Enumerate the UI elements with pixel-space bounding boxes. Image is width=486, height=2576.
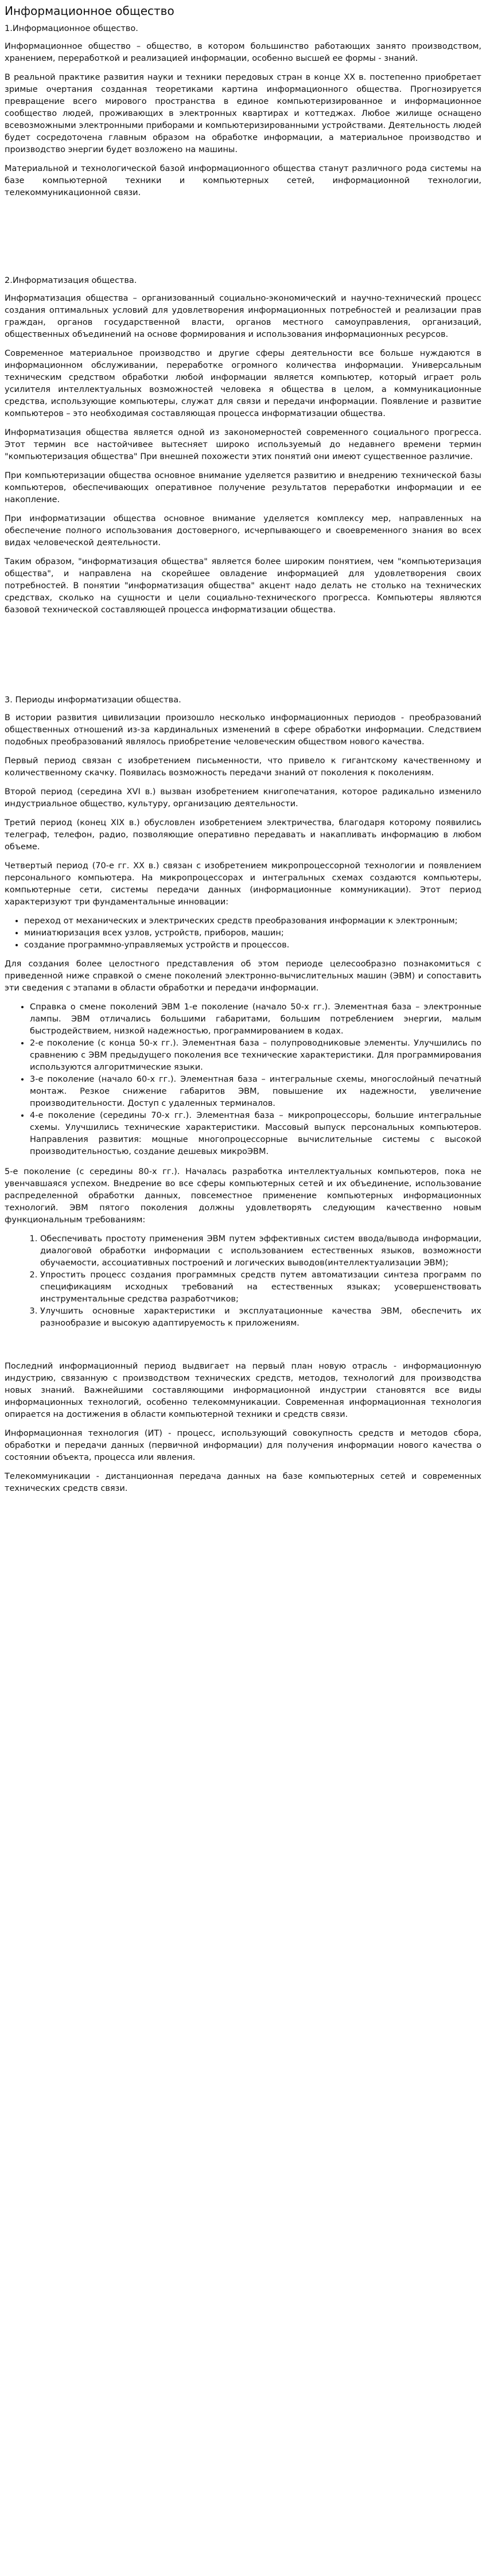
paragraph: При компьютеризации общества основное внимание уделяется развитию и внедрению технической базы компьютеров, обеспечивающих оперативное получение результатов переработки информации и ее накопление. xyxy=(5,471,481,504)
paragraph: Информатизация общества – организованный социально-экономический и научно-технический процесс создания оптимальных условий для удовлетворения информационных потребностей и реализации прав граждан, органов государственной власти, органов местного самоуправления, организаций, общественных объединений на основе формирования и использования информационных ресурсов. xyxy=(5,294,481,339)
paragraph: Таким образом, "информатизация общества" является более широким понятием, чем "компьютеризация общества", и направлена на скорейшее овладение информацией для удовлетворения своих потребностей. В понятии "информатизация общества" акцент надо делать не столько на технических средствах, сколько на сущности и цели социально-технического прогресса. Компьютеры являются базовой технической составляющей процесса информатизации общества. xyxy=(5,557,481,615)
list-item: • создание программно-управляемых устройств и процессов. xyxy=(24,939,481,951)
paragraph: Третий период (конец XIX в.) обусловлен изобретением электричества, благодаря которому появились телеграф, телефон, радио, позволяющие оперативно передавать и накапливать информацию в любом объеме. xyxy=(5,818,481,852)
list-item: • 3-е поколение (начало 60-х гг.). Элементная база – интегральные схемы, многослойный печатный монтаж. Резкое снижение габаритов ЭВМ, повышение их надежности, увеличение производительности. Доступ с удаленных терминалов. xyxy=(30,1074,481,1110)
paragraph: Второй период (середина XVI в.) вызван изобретением книгопечатания, которое радикально изменило индустриальное общество, культуру, организацию деятельности. xyxy=(5,787,481,809)
paragraph: Последний информационный период выдвигает на первый план новую отрасль - информационную индустрию, связанную с производством технических средств, методов, технологий для производства новых знаний. Важнейшими составляющими информационной индустрии становятся все виды информационных технологий, особенно телекоммуникации. Современная информационная технология опирается на достижения в области компьютерной техники и средств связи. xyxy=(5,1362,481,1419)
list-item: • переход от механических и электрических средств преобразования информации к электронным; xyxy=(24,915,481,927)
section-heading: 2.Информатизация общества. xyxy=(5,276,137,285)
document-title: Информационное общество xyxy=(5,4,174,18)
list-item: • миниатюризация всех узлов, устройств, приборов, машин; xyxy=(24,927,481,939)
blank-space xyxy=(5,623,481,694)
paragraph: Информационная технология (ИТ) - процесс, использующий совокупность средств и методов сбора, обработки и передачи данных (первичной информации) для получения информации нового качества о состоянии объекта, процесса или явления. xyxy=(5,1429,481,1462)
paragraph: Материальной и технологической базой информационного общества станут различного рода системы на базе компьютерной техники и компьютерных сетей, информационной технологии, телекоммуникационной связи. xyxy=(5,164,481,197)
paragraph: Современное материальное производство и другие сферы деятельности все больше нуждаются в информационном обслуживании, переработке огромного количества информации. Универсальным техническим средством обработки любой информации является компьютер, который играет роль усилителя интеллектуальных возможностей человека я общества в целом, а коммуникационные средства, использующие компьютеры, служат для связи и передачи информации. Появление и развитие компьютеров – это необходимая составляющая процесса информатизации общества. xyxy=(5,349,481,418)
paragraph: В истории развития цивилизации произошло несколько информационных периодов - преобразований общественных отношений из-за кардинальных изменений в сфере обработки информации. Следствием подобных преобразований являлось приобретение человеческим обществом нового качества. xyxy=(5,713,481,747)
list-item: • Справка о смене поколений ЭВМ 1-е поколение (начало 50-х гг.). Элементная база – электронные лампы. ЭВМ отличались большими габаритами, большим потреблением энергии, малым быстродействием, низкой надежностью, программированием в кодах. xyxy=(30,1001,481,1038)
paragraph: Для создания более целостного представления об этом периоде целесообразно познакомиться с приведенной ниже справкой о смене поколений электронно-вычислительных машин (ЭВМ) и сопоставить эти сведения с этапами в области обработки и передачи информации. xyxy=(5,959,481,993)
section-heading: 3. Периоды информатизации общества. xyxy=(5,696,181,705)
paragraph: Информатизация общества является одной из закономерностей современного социального прогресса. Этот термин все настойчивее вытесняет широко используемый до недавнего времени термин "компьютеризация общества" При внешней похожести этих понятий они имеют существенное различие. xyxy=(5,428,481,461)
paragraph: Первый период связан с изобретением письменности, что привело к гигантскому качественному и количественному скачку. Появилась возможность передачи знаний от поколения к поколениям. xyxy=(5,756,481,778)
list-item: • 4-е поколение (середины 70-х гг.). Элементная база – микропроцессоры, большие интегральные схемы. Улучшились технические характеристики. Массовый выпуск персональных компьютеров. Направления развития: мощные многопроцессорные вычислительные системы с высокой производительностью, создание дешевых микроЭВМ. xyxy=(30,1110,481,1158)
paragraph: Информационное общество – общество, в котором большинство работающих занято производством, хранением, переработкой и реализацией информации, особенно высшей ее формы - знаний. xyxy=(5,42,481,63)
paragraph: 5-е поколение (с середины 80-х гг.). Началась разработка интеллектуальных компьютеров, пока не увенчавшаяся успехом. Внедрение во все сферы компьютерных сетей и их объединение, использование распределенной обработки данных, повсеместное применение компьютерных информационных технологий. ЭВМ пятого поколения должны удовлетворять следующим качественно новым функциональным требованиям: xyxy=(5,1167,481,1225)
generations-list xyxy=(5,1001,481,1158)
paragraph: Телекоммуникации - дистанционная передача данных на базе компьютерных сетей и современных технических средств связи. xyxy=(5,1472,481,1493)
requirements-list xyxy=(5,1233,481,1330)
paragraph: При информатизации общества основное внимание уделяется комплексу мер, направленных на обеспечение полного использования достоверного, исчерпывающего и своевременного знания во всех видах человеческой деятельности. xyxy=(5,514,481,547)
blank-space xyxy=(5,1338,481,1361)
section-heading: 1.Информационное общество. xyxy=(5,24,138,33)
list-item: 1. Обеспечивать простоту применения ЭВМ путем эффективных систем ввода/вывода информации, диалоговой обработки информации с использованием естественных языков, возможности обучаемости, ассоциативных построений и логических выводов(интеллектуализации ЭВМ); xyxy=(40,1233,481,1269)
list-item: • 2-е поколение (с конца 50-х гг.). Элементная база – полупроводниковые элементы. Улучшились по сравнению с ЭВМ предыдущего поколения все технические характеристики. Для программирования используются алгоритмические языки. xyxy=(30,1038,481,1074)
list-item: 3. Улучшить основные характеристики и эксплуатационные качества ЭВМ, обеспечить их разнообразие и высокую адаптируемость к приложениям. xyxy=(40,1306,481,1330)
list-item: 2. Упростить процесс создания программных средств путем автоматизации синтеза программ по спецификациям исходных требований на естественных языках; усовершенствовать инструментальные средства разработчиков; xyxy=(40,1269,481,1306)
innovations-list xyxy=(5,915,481,951)
blank-space xyxy=(5,206,481,275)
paragraph: Четвертый период (70-е гг. XX в.) связан с изобретением микропроцессорной технологии и появлением персонального компьютера. На микропроцессорах и интегральных схемах создаются компьютеры, компьютерные сети, системы передачи данных (информационные коммуникации). Этот период характеризуют три фундаментальные инновации: xyxy=(5,861,481,907)
paragraph: В реальной практике развития науки и техники передовых стран в конце XX в. постепенно приобретает зримые очертания созданная теоретиками картина информационного общества. Прогнозируется превращение всего мирового пространства в единое компьютеризированное и информационное сообщество людей, проживающих в электронных квартирах и коттеджах. Любое жилище оснащено всевозможными электронными приборами и компьютеризированными устройствами. Деятельность людей будет сосредоточена главным образом на обработке информации, а материальное производство и производство энергии будет возложено на машины. xyxy=(5,73,481,154)
